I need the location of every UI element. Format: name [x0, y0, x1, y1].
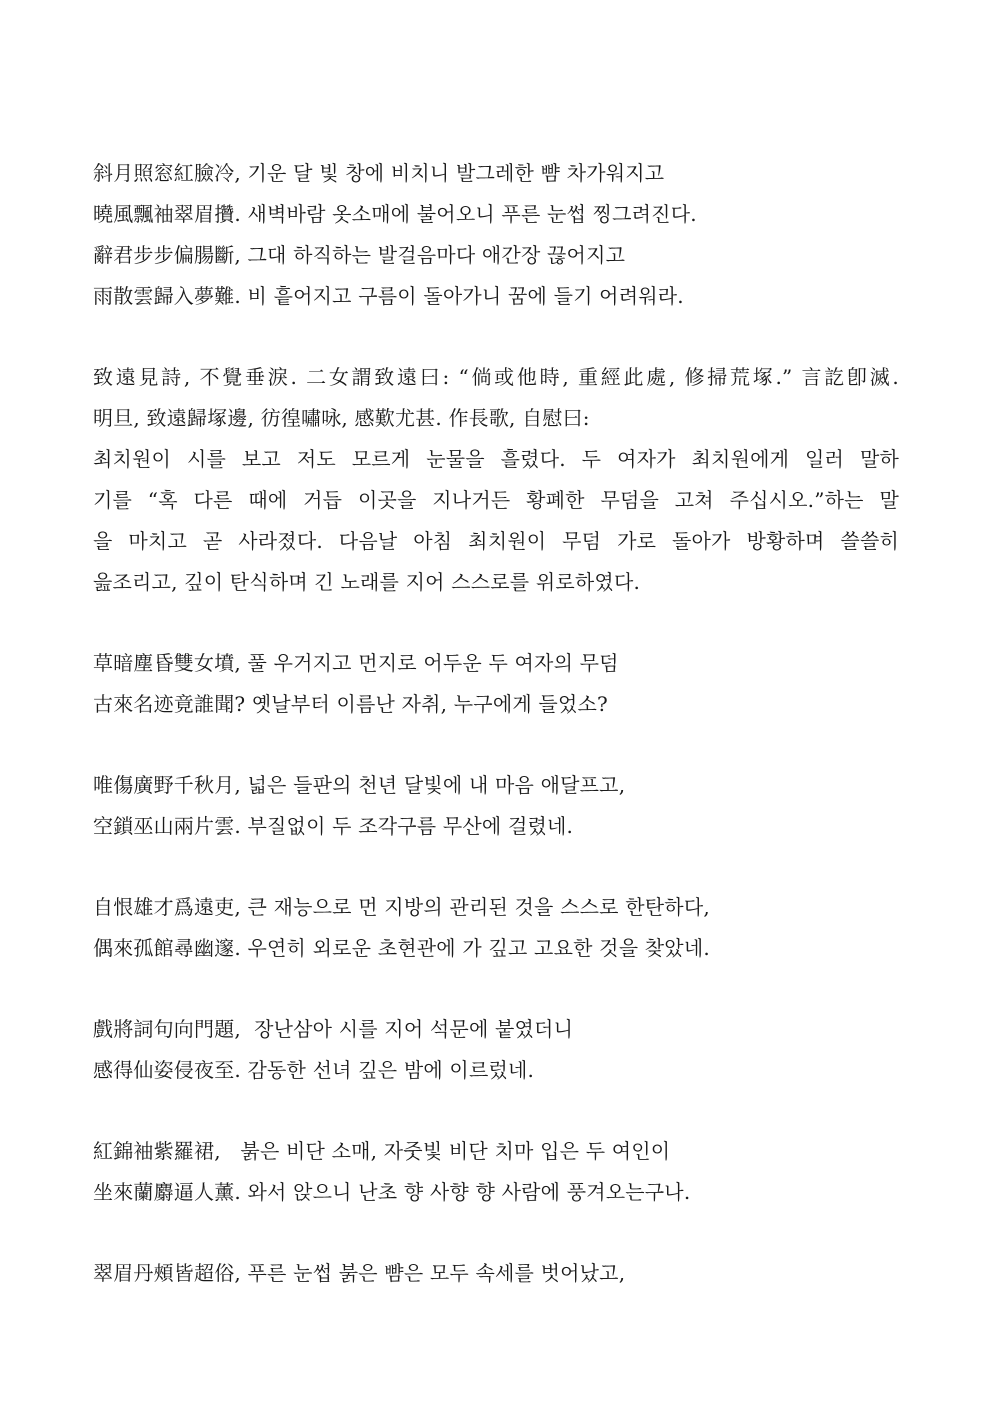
stanza-gap — [93, 847, 899, 887]
document-page — [93, 153, 899, 1294]
text-line: 辭君步步偏腸斷, 그대 하직하는 발걸음마다 애간장 끊어지고 — [93, 243, 626, 267]
text-line: 空鎖巫山兩片雲. 부질없이 두 조각구름 무산에 걸렸네. — [93, 814, 574, 838]
text-line: 기를 “혹 다른 때에 거듭 이곳을 지나거든 황폐한 무덤을 고쳐 주십시오.”하는 말 — [93, 488, 899, 512]
stanza-gap — [93, 603, 899, 643]
stanza-gap — [93, 317, 899, 357]
text-line: 을 마치고 곧 사라졌다. 다음날 아침 최치원이 무덤 가로 돌아가 방황하며 쓸쓸히 — [93, 529, 899, 553]
text-line: 최치원이 시를 보고 저도 모르게 눈물을 흘렸다. 두 여자가 최치원에게 일러 말하 — [93, 447, 899, 471]
poem-stanza-6 — [93, 1131, 899, 1213]
text-line: 雨散雲歸入夢難. 비 흩어지고 구름이 돌아가니 꿈에 들기 어려워라. — [93, 284, 684, 308]
text-line: 翠眉丹頰皆超俗, 푸른 눈썹 붉은 뺨은 모두 속세를 벗어났고, — [93, 1261, 626, 1285]
text-line: 草暗塵昏雙女墳, 풀 우거지고 먼지로 어두운 두 여자의 무덤 — [93, 651, 619, 675]
text-line: 古來名迹竟誰聞? 옛날부터 이름난 자취, 누구에게 들었소? — [93, 692, 608, 716]
prose-paragraph — [93, 357, 899, 603]
poem-stanza-4 — [93, 887, 899, 969]
text-line: 紅錦袖紫羅裙, 붉은 비단 소매, 자줏빛 비단 치마 입은 두 여인이 — [93, 1139, 671, 1163]
poem-stanza-7 — [93, 1253, 899, 1294]
text-line: 坐來蘭麝逼人薰. 와서 앉으니 난초 향 사향 향 사람에 풍겨오는구나. — [93, 1180, 691, 1204]
stanza-gap — [93, 725, 899, 765]
poem-stanza-2 — [93, 643, 899, 725]
text-line: 斜月照窓紅臉冷, 기운 달 빛 창에 비치니 발그레한 뺨 차가워지고 — [93, 161, 665, 185]
text-line: 戲將詞句向門題, 장난삼아 시를 지어 석문에 붙였더니 — [93, 1017, 574, 1041]
text-line: 致遠見詩, 不覺垂淚. 二女謂致遠曰: “倘或他時, 重經此處, 修掃荒塚.” 言訖卽滅. — [93, 365, 899, 389]
poem-stanza-1 — [93, 153, 899, 317]
poem-stanza-3 — [93, 765, 899, 847]
text-line: 感得仙姿侵夜至. 감동한 선녀 깊은 밤에 이르렀네. — [93, 1058, 535, 1082]
text-line: 明旦, 致遠歸塚邊, 彷徨嘯咏, 感歎尤甚. 作長歌, 自慰曰: — [93, 406, 590, 430]
stanza-gap — [93, 1213, 899, 1253]
text-line: 읊조리고, 깊이 탄식하며 긴 노래를 지어 스스로를 위로하였다. — [93, 570, 641, 594]
text-line: 自恨雄才爲遠吏, 큰 재능으로 먼 지방의 관리된 것을 스스로 한탄하다, — [93, 895, 710, 919]
stanza-gap — [93, 1091, 899, 1131]
poem-stanza-5 — [93, 1009, 899, 1091]
text-line: 曉風飄袖翠眉攢. 새벽바람 옷소매에 불어오니 푸른 눈썹 찡그려진다. — [93, 202, 697, 226]
stanza-gap — [93, 969, 899, 1009]
text-line: 唯傷廣野千秋月, 넓은 들판의 천년 달빛에 내 마음 애달프고, — [93, 773, 626, 797]
text-line: 偶來孤館尋幽邃. 우연히 외로운 초현관에 가 깊고 고요한 것을 찾았네. — [93, 936, 710, 960]
